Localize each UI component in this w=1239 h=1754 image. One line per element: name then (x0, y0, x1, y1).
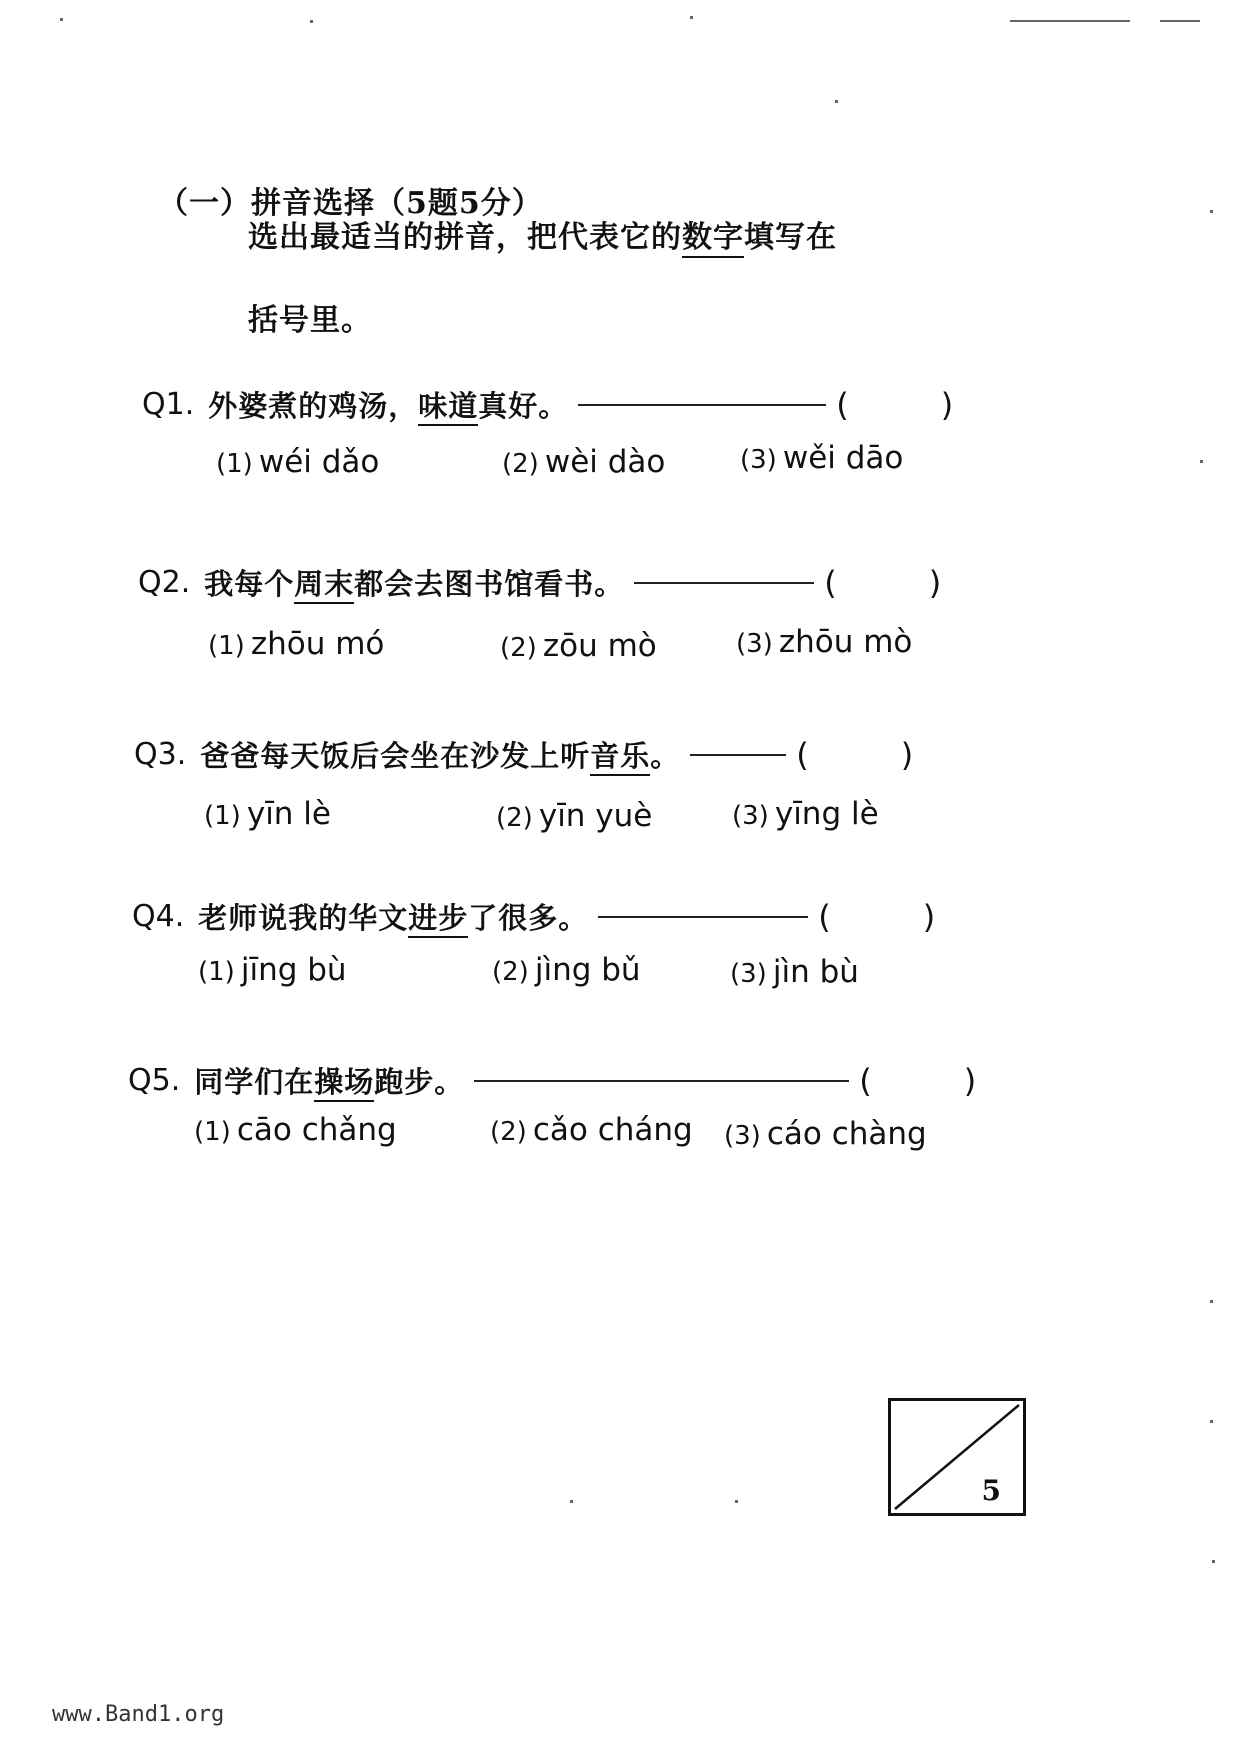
answer-bracket[interactable]: ( ) (818, 897, 936, 936)
answer-bracket[interactable]: ( ) (824, 563, 942, 602)
question-line (132, 896, 935, 937)
option-3: (3) jìn bù (730, 954, 859, 990)
underlined-word: 操场 (314, 1065, 374, 1102)
instruction-text-2: 填写在 (744, 220, 837, 255)
option-1: (1) jīng bù (198, 952, 347, 988)
footer-website: www.Band1.org (52, 1702, 225, 1727)
scan-speck (1010, 20, 1130, 22)
question-1 (142, 384, 1042, 484)
option-3: (3) yīng lè (732, 796, 879, 832)
question-3 (134, 734, 1034, 834)
option-3: (3) cáo chàng (724, 1116, 927, 1152)
leader-dash (474, 1080, 849, 1082)
scan-speck (1212, 1560, 1215, 1563)
option-2: (2) wèi dào (502, 444, 666, 480)
question-number: Q2. (138, 565, 191, 600)
underlined-word: 周末 (294, 567, 354, 604)
question-2 (138, 562, 1038, 662)
option-1: (1) cāo chǎng (194, 1112, 397, 1148)
scan-speck (1210, 1300, 1213, 1303)
scan-speck (835, 100, 838, 103)
answer-bracket[interactable]: ( ) (796, 735, 914, 774)
instruction-highlight: 数字 (682, 220, 744, 258)
scan-speck (1160, 20, 1200, 22)
option-2: (2) yīn yuè (496, 798, 653, 834)
question-4 (132, 896, 1032, 996)
question-number: Q3. (134, 737, 187, 772)
scan-speck (1200, 460, 1203, 463)
answer-bracket[interactable]: ( ) (836, 385, 954, 424)
option-2: (2) cǎo cháng (490, 1112, 693, 1148)
question-line (138, 562, 941, 603)
question-text: 同学们在操场跑步。 (194, 1060, 464, 1101)
instruction-text: 选出最适当的拼音，把代表它的 (248, 220, 682, 255)
option-3: (3) zhōu mò (736, 624, 913, 660)
option-3: (3) wěi dāo (740, 440, 904, 476)
question-text: 我每个周末都会去图书馆看书。 (204, 562, 624, 603)
answer-bracket[interactable]: ( ) (859, 1061, 977, 1100)
scan-speck (1210, 210, 1213, 213)
question-text: 老师说我的华文进步了很多。 (198, 896, 588, 937)
question-text: 外婆煮的鸡汤，味道真好。 (208, 384, 568, 425)
scan-speck (310, 20, 313, 23)
question-number: Q4. (132, 899, 185, 934)
leader-dash (578, 404, 826, 406)
question-5 (128, 1060, 1028, 1160)
underlined-word: 音乐 (590, 739, 650, 776)
scan-speck (570, 1500, 573, 1503)
score-box-diagonal (891, 1401, 1023, 1513)
leader-dash (690, 754, 786, 756)
option-1: (1) zhōu mó (208, 626, 385, 662)
leader-dash (634, 582, 814, 584)
question-number: Q1. (142, 387, 195, 422)
scan-speck (735, 1500, 738, 1503)
scan-speck (690, 16, 693, 19)
instruction-line-1 (248, 212, 837, 256)
question-line (134, 734, 913, 775)
option-2: (2) zōu mò (500, 628, 657, 664)
question-text: 爸爸每天饭后会坐在沙发上听音乐。 (200, 734, 680, 775)
underlined-word: 进步 (408, 901, 468, 938)
score-total: 5 (981, 1474, 1001, 1507)
option-1: (1) wéi dǎo (216, 444, 380, 480)
instruction-line-2: 括号里。 (248, 303, 372, 338)
score-box (888, 1398, 1026, 1516)
underlined-word: 味道 (418, 389, 478, 426)
scan-speck (1210, 1420, 1213, 1423)
question-number: Q5. (128, 1063, 181, 1098)
leader-dash (598, 916, 808, 918)
question-line (142, 384, 953, 425)
section-title: （一）拼音选择（5题5分） (158, 186, 543, 221)
question-line (128, 1060, 976, 1101)
option-1: (1) yīn lè (204, 796, 331, 832)
scan-speck (60, 18, 63, 21)
option-2: (2) jìng bǔ (492, 952, 641, 988)
